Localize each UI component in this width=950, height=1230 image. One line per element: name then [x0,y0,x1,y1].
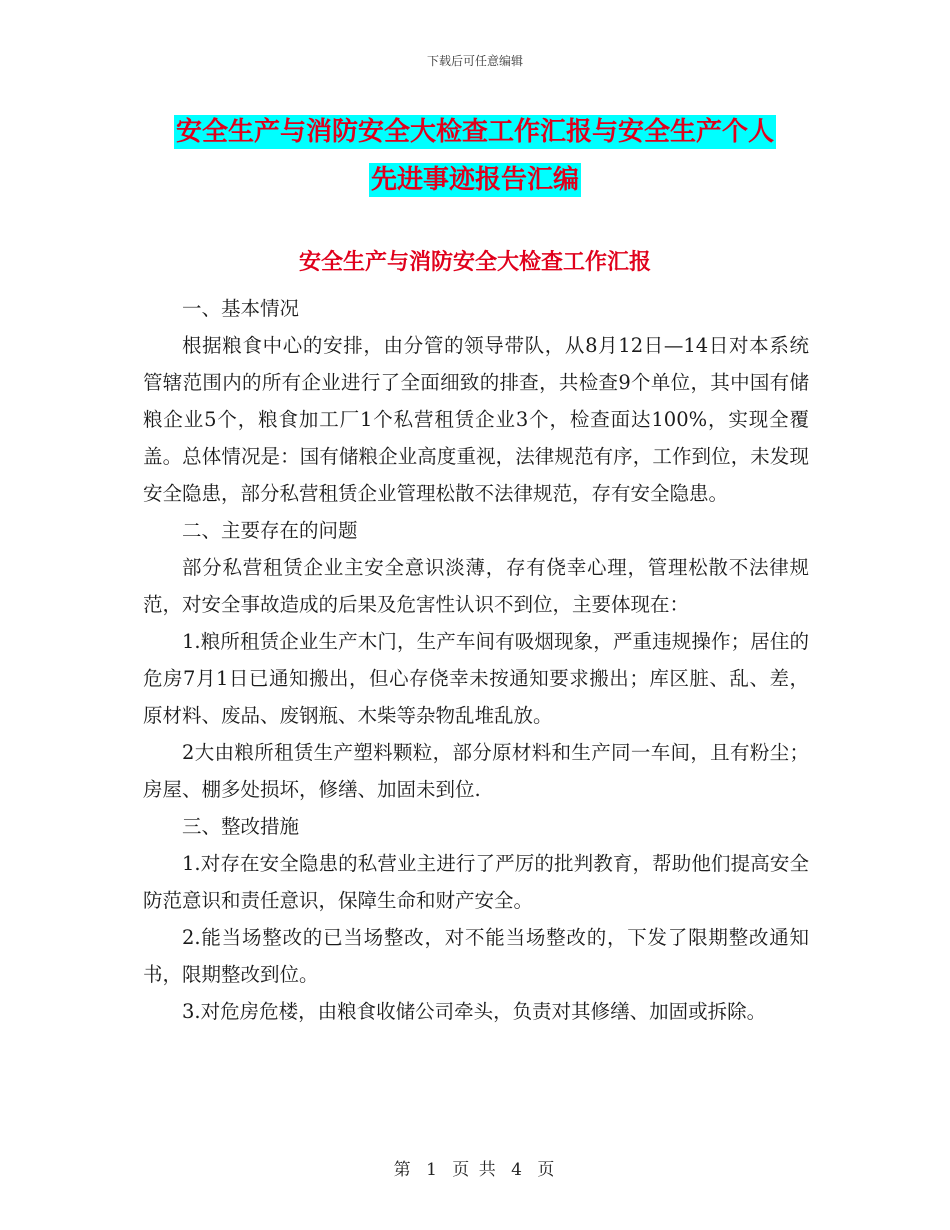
footer-middle: 页 共 [452,1160,498,1180]
document-title [140,108,810,204]
heading-basic-situation: 一、基本情况 [182,297,300,320]
section-title: 安全生产与消防安全大检查工作汇报 [298,250,651,275]
document-body [143,290,809,1030]
paragraph-measure-3: 3.对危房危楼，由粮食收储公司牵头，负责对其修缮、加固或拆除。 [182,1000,767,1023]
footer-prefix: 第 [393,1160,413,1180]
page-header-note: 下载后可任意编辑 [426,54,523,68]
footer-suffix: 页 [537,1160,557,1180]
footer-total-pages: 4 [511,1160,524,1180]
paragraph-measure-2: 2.能当场整改的已当场整改，对不能当场整改的，下发了限期整改通知书，限期整改到位。 [143,926,809,986]
paragraph-basic-situation: 根据粮食中心的安排，由分管的领导带队，从8月12日—14日对本系统管辖范围内的所有企业进行了全面细致的排查，共检查9个单位，其中国有储粮企业5个，粮食加工厂1个私营租赁企业3个，检查面达100%，实现全覆盖。总体情况是：国有储粮企业高度重视，法律规范有序，工作到位，未发现安全隐患，部分私营租赁企业管理松散不法律规范，存有安全隐患。 [143,334,809,505]
title-line-2: 先进事迹报告汇编 [370,165,579,195]
paragraph-problem-2: 2大由粮所租赁生产塑料颗粒，部分原材料和生产同一车间，且有粉尘；房屋、棚多处损坏，修缮、加固未到位. [143,741,809,801]
title-line-1: 安全生产与消防安全大检查工作汇报与安全生产个人 [175,117,774,147]
heading-rectification: 三、整改措施 [182,815,300,838]
paragraph-measure-1: 1.对存在安全隐患的私营业主进行了严厉的批判教育，帮助他们提高安全防范意识和责任意识，保障生命和财产安全。 [143,852,809,912]
page-footer [0,1155,950,1180]
paragraph-problems-intro: 部分私营租赁企业主安全意识淡薄，存有侥幸心理，管理松散不法律规范，对安全事故造成的后果及危害性认识不到位，主要体现在： [143,556,809,616]
paragraph-problem-1: 1.粮所租赁企业生产木门，生产车间有吸烟现象，严重违规操作；居住的危房7月1日已通知搬出，但心存侥幸未按通知要求搬出；库区脏、乱、差，原材料、废品、废钢瓶、木柴等杂物乱堆乱放。 [143,630,809,727]
heading-main-problems: 二、主要存在的问题 [182,519,358,542]
footer-current-page: 1 [426,1160,439,1180]
